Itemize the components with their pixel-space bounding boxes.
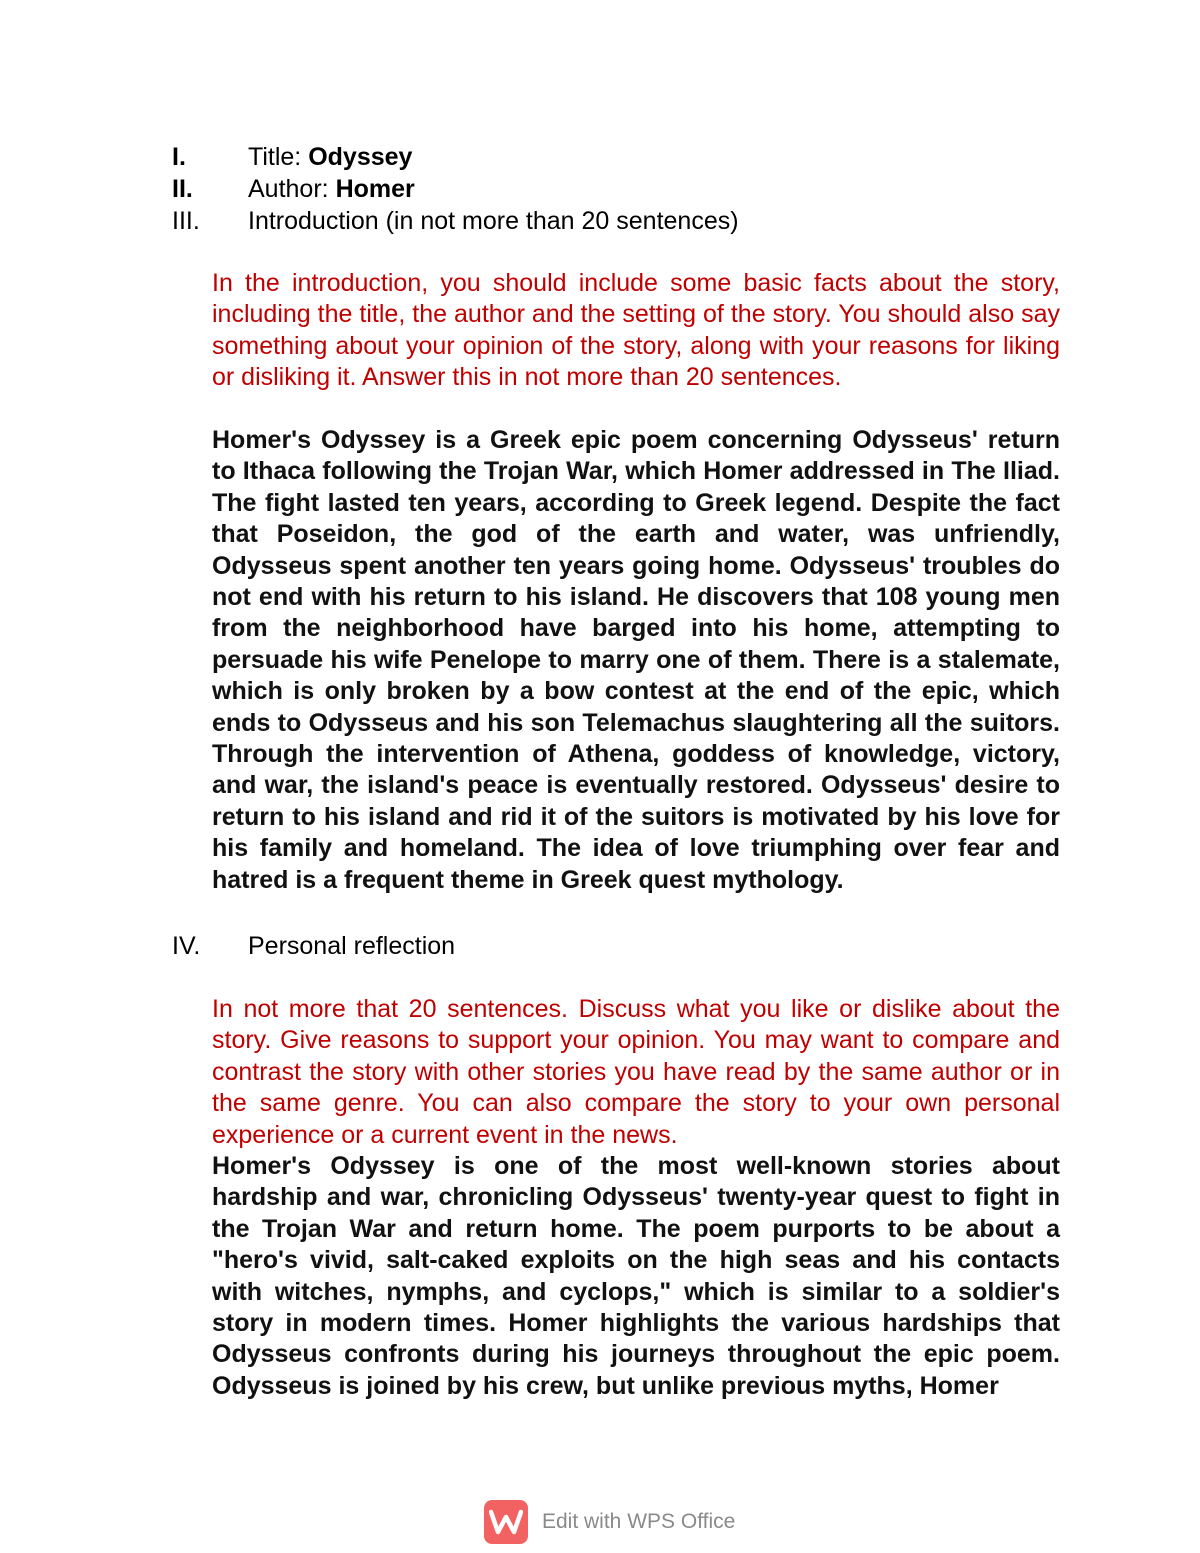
outline-heading: Introduction (in not more than 20 sentences) xyxy=(248,207,739,235)
author-value: Homer xyxy=(335,175,415,203)
wps-edit-text: Edit with WPS Office xyxy=(542,1510,736,1533)
outline-label: Title: xyxy=(248,143,309,171)
reflection-instructions: In not more that 20 sentences. Discuss what you like or dislike about the story. Give reasons to support your opinion. You may want to compare and contrast the story with other stories you have read by the same author or in the same genre. You can also compare the story to your own personal experience or a current event in the news. xyxy=(212,995,1060,1149)
reflection-answer: Homer's Odyssey is one of the most well-known stories about hardship and war, chronicling Odysseus' twenty-year quest to fight in the Trojan War and return home. The poem purports to be about a "hero's vivid, salt-caked exploits on the high seas and his contacts with witches, nymphs, and cyclops," which is similar to a soldier's story in modern times. Homer highlights the various hardships that Odysseus confronts during his journeys throughout the epic poem. Odysseus is joined by his crew, but unlike previous myths, Homer xyxy=(212,1152,1060,1400)
outline-item-author xyxy=(172,173,1072,205)
outline-item-introduction xyxy=(172,205,1072,237)
outline-heading: Personal reflection xyxy=(248,932,456,960)
introduction-answer: Homer's Odyssey is a Greek epic poem concerning Odysseus' return to Ithaca following the Trojan War, which Homer addressed in The Iliad. The fight lasted ten years, according to Greek legend. Despite the fact that Poseidon, the god of the earth and water, was unfriendly, Odysseus spent another ten years going home. Odysseus' troubles do not end with his return to his island. He discovers that 108 young men from the neighborhood have barged into his home, attempting to persuade his wife Penelope to marry one of them. There is a stalemate, which is only broken by a bow contest at the end of the epic, which ends to Odysseus and his son Telemachus slaughtering all the suitors. Through the intervention of Athena, goddess of knowledge, victory, and war, the island's peace is eventually restored. Odysseus' desire to return to his island and rid it of the suitors is motivated by his love for his family and homeland. The idea of love triumphing over fear and hatred is a frequent theme in Greek quest mythology. xyxy=(212,426,1060,894)
outline-item-reflection xyxy=(172,930,1072,962)
introduction-instructions: In the introduction, you should include some basic facts about the story, including the title, the author and the setting of the story. You should also say something about your opinion of the story, along with your reasons for liking or disliking it. Answer this in not more than 20 sentences. xyxy=(212,269,1060,392)
outline-numeral: III. xyxy=(172,207,200,235)
wps-edit-banner[interactable] xyxy=(484,1500,735,1544)
outline-numeral: II. xyxy=(172,175,193,203)
outline-heading xyxy=(248,173,415,205)
title-value: Odyssey xyxy=(308,143,413,171)
wps-office-logo-icon xyxy=(484,1500,528,1544)
outline-heading xyxy=(248,141,412,173)
outline-numeral: IV. xyxy=(172,932,201,960)
outline-label: Author: xyxy=(248,175,336,203)
outline-numeral: I. xyxy=(172,143,186,171)
outline-item-title xyxy=(172,141,1072,173)
